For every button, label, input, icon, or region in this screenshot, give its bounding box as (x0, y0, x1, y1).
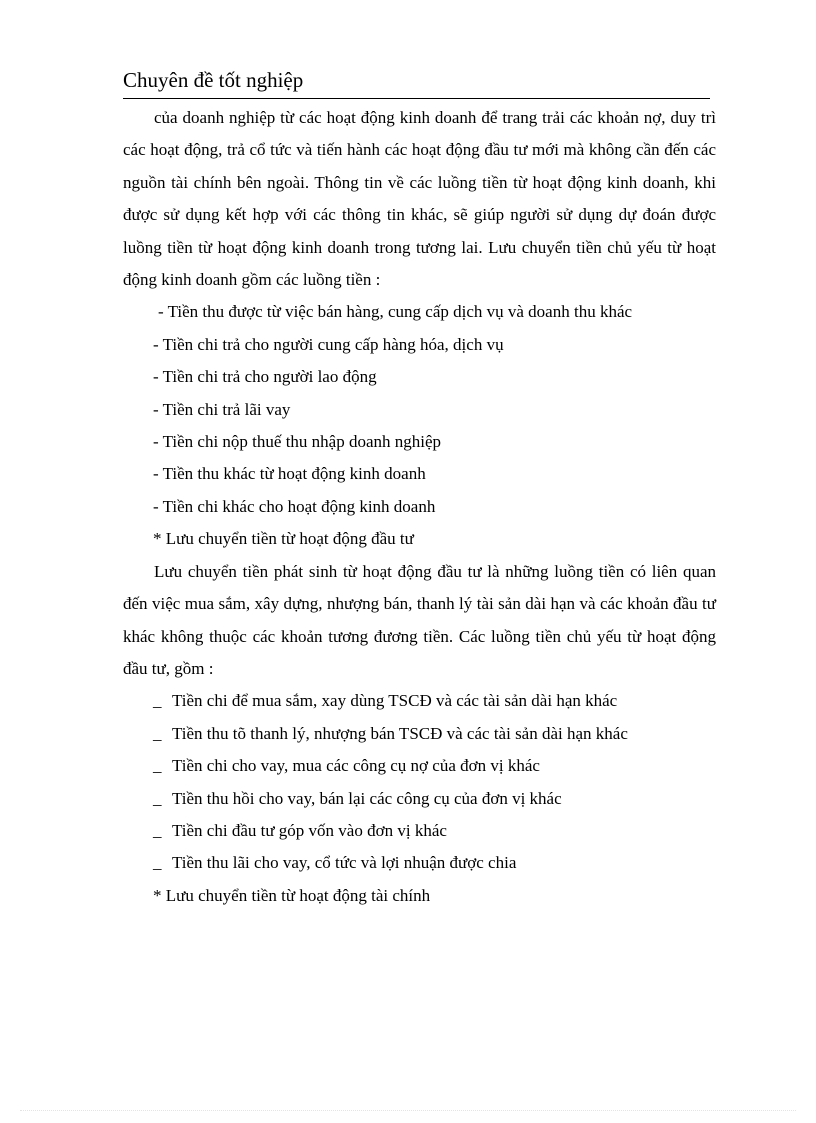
operating-item: - Tiền chi nộp thuế thu nhập doanh nghiệp (153, 432, 442, 452)
investing-item-text: Tiền thu hồi cho vay, bán lại các công cụ của đơn vị khác (172, 788, 562, 808)
operating-item: - Tiền chi trả cho người lao động (153, 367, 377, 387)
operating-item: - Tiền thu được từ việc bán hàng, cung cấp dịch vụ và doanh thu khác (158, 302, 633, 322)
page-bottom-border (20, 1110, 796, 1111)
investing-item (123, 847, 716, 879)
operating-item: - Tiền thu khác từ hoạt động kinh doanh (153, 464, 426, 484)
investing-item-text: Tiền thu lãi cho vay, cổ tức và lợi nhuận được chia (172, 853, 517, 873)
document-body (123, 102, 716, 912)
investing-item (123, 685, 716, 717)
header-underline (123, 98, 710, 99)
list-marker: _ (153, 820, 162, 840)
page-header-title: Chuyên đề tốt nghiệp (123, 68, 304, 92)
section-heading-investing: * Lưu chuyển tiền từ hoạt động đầu tư (153, 529, 414, 549)
investing-item-text: Tiền chi để mua sắm, xay dùng TSCĐ và các tài sản dài hạn khác (172, 691, 618, 711)
list-marker: _ (153, 756, 162, 776)
operating-item: - Tiền chi trả cho người cung cấp hàng hóa, dịch vụ (153, 334, 504, 354)
list-marker: _ (153, 788, 162, 808)
operating-item: - Tiền chi khác cho hoạt động kinh doanh (153, 496, 436, 516)
investing-item-text: Tiền chi cho vay, mua các công cụ nợ của đơn vị khác (172, 756, 540, 776)
investing-item (123, 750, 716, 782)
section-heading-financing: * Lưu chuyển tiền từ hoạt động tài chính (153, 885, 431, 905)
paragraph-operating-intro: của doanh nghiệp từ các hoạt động kinh doanh để trang trải các khoản nợ, duy trì các hoạt động, trả cổ tức và tiến hành các hoạt động đầu tư mới mà không cần đến các nguồn tài chính bên ngoài. Thông tin về các luồng tiền từ hoạt động kinh doanh, khi được sử dụng kết hợp với các thông tin khác, sẽ giúp người sử dụng dự đoán được luồng tiền từ hoạt động kinh doanh trong tương lai. Lưu chuyển tiền chủ yếu từ hoạt động kinh doanh gồm các luồng tiền : (123, 108, 716, 290)
investing-item-text: Tiền thu tõ thanh lý, nhượng bán TSCĐ và các tài sản dài hạn khác (172, 723, 628, 743)
investing-item (123, 783, 716, 815)
list-marker: _ (153, 853, 162, 873)
operating-item: - Tiền chi trả lãi vay (153, 399, 291, 419)
list-marker: _ (153, 691, 162, 711)
investing-item (123, 718, 716, 750)
investing-item (123, 815, 716, 847)
investing-item-text: Tiền chi đầu tư góp vốn vào đơn vị khác (172, 820, 447, 840)
list-marker: _ (153, 723, 162, 743)
paragraph-investing: Lưu chuyển tiền phát sinh từ hoạt động đầu tư là những luồng tiền có liên quan đến việc mua sắm, xây dựng, nhượng bán, thanh lý tài sản dài hạn và các khoản đầu tư khác không thuộc các khoản tương đương tiền. Các luồng tiền chủ yếu từ hoạt động đầu tư, gồm : (123, 561, 716, 678)
